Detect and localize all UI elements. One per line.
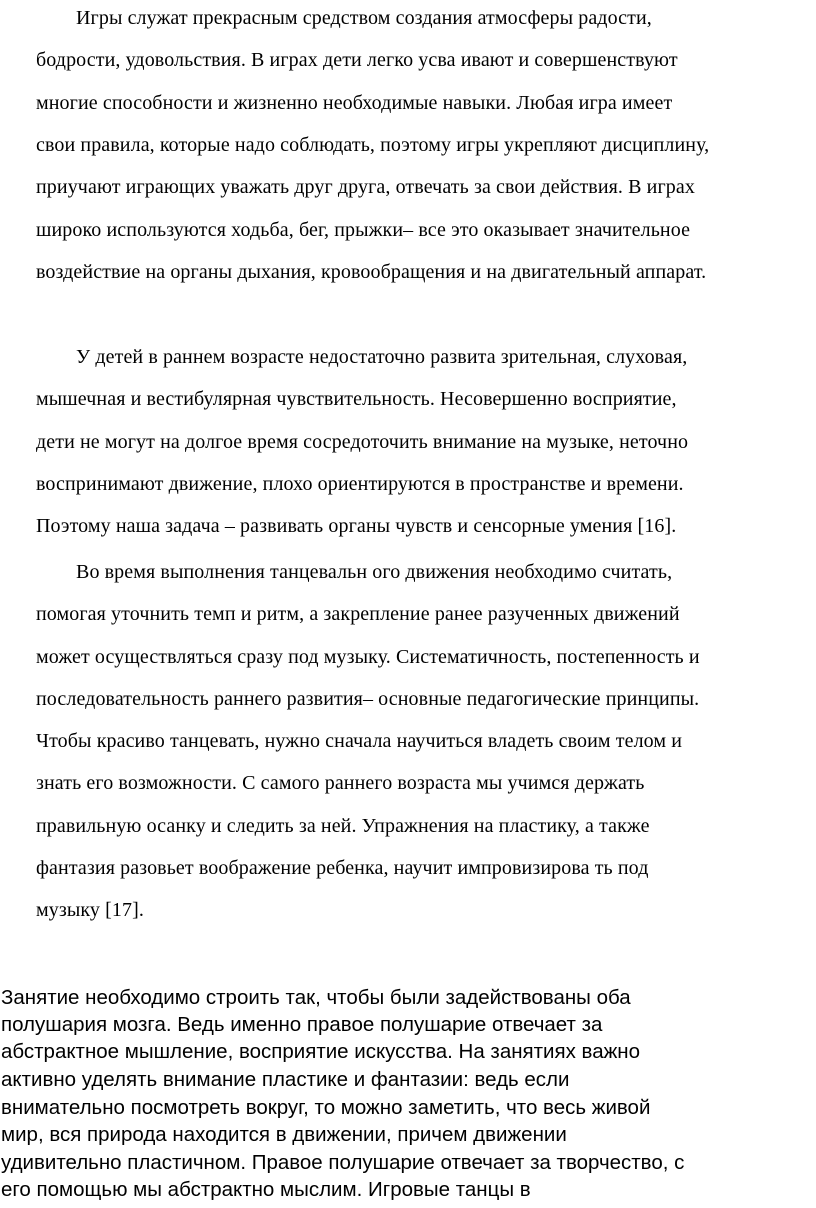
- text-line: правильную осанку и следить за ней. Упражнения на пластику, а также: [36, 815, 650, 837]
- text-line: внимательно посмотреть вокруг, то можно заметить, что весь живой: [1, 1096, 651, 1119]
- text-line: воспринимают движение, плохо ориентируются в пространстве и времени.: [36, 473, 684, 495]
- text-line: полушария мозга. Ведь именно правое полушарие отвечает за: [1, 1013, 603, 1036]
- text-line: приучают играющих уважать друг друга, отвечать за свои действия. В играх: [36, 176, 695, 198]
- text-line: его помощью мы абстрактно мыслим. Игровые танцы в: [1, 1178, 531, 1201]
- text-line: Занятие необходимо строить так, чтобы были задействованы оба: [1, 986, 631, 1009]
- text-line: удивительно пластичном. Правое полушарие отвечает за творчество, с: [1, 1151, 685, 1174]
- text-line: активно уделять внимание пластике и фантазии: ведь если: [1, 1068, 570, 1091]
- text-line: знать его возможности. С самого раннего возраста мы учимся держать: [36, 772, 645, 794]
- text-line: Поэтому наша задача – развивать органы чувств и сенсорные умения [16].: [36, 515, 677, 537]
- text-line: помогая уточнить темп и ритм, а закрепление ранее разученных движений: [36, 603, 680, 625]
- text-line: широко используются ходьба, бег, прыжки– все это оказывает значительное: [36, 219, 691, 241]
- text-line: может осуществляться сразу под музыку. Систематичность, постепенность и: [36, 646, 700, 668]
- text-line: последовательность раннего развития– основные педагогические принципы.: [36, 688, 700, 710]
- text-line: фантазия разовьет воображение ребенка, научит импровизирова ть под: [36, 857, 649, 879]
- text-line: Игры служат прекрасным средством создания атмосферы радости,: [76, 7, 652, 29]
- text-line: мышечная и вестибулярная чувствительность. Несовершенно восприятие,: [36, 388, 677, 410]
- text-line: У детей в раннем возрасте недостаточно развита зрительная, слуховая,: [76, 346, 688, 368]
- text-line: дети не могут на долгое время сосредоточить внимание на музыке, неточно: [36, 431, 689, 453]
- text-line: свои правила, которые надо соблюдать, поэтому игры укрепляют дисциплину,: [36, 134, 710, 156]
- text-line: воздействие на органы дыхания, кровообращения и на двигательный аппарат.: [36, 261, 707, 283]
- text-line: бодрости, удовольствия. В играх дети легко усва ивают и совершенствуют: [36, 49, 678, 71]
- text-line: абстрактное мышление, восприятие искусства. На занятиях важно: [1, 1040, 641, 1063]
- text-line: мир, вся природа находится в движении, причем движении: [1, 1123, 567, 1146]
- text-line: Во время выполнения танцевальн ого движения необходимо считать,: [76, 561, 673, 583]
- text-line: многие способности и жизненно необходимые навыки. Любая игра имеет: [36, 92, 673, 114]
- text-line: музыку [17].: [36, 899, 144, 921]
- text-line: Чтобы красиво танцевать, нужно сначала научиться владеть своим телом и: [36, 730, 683, 752]
